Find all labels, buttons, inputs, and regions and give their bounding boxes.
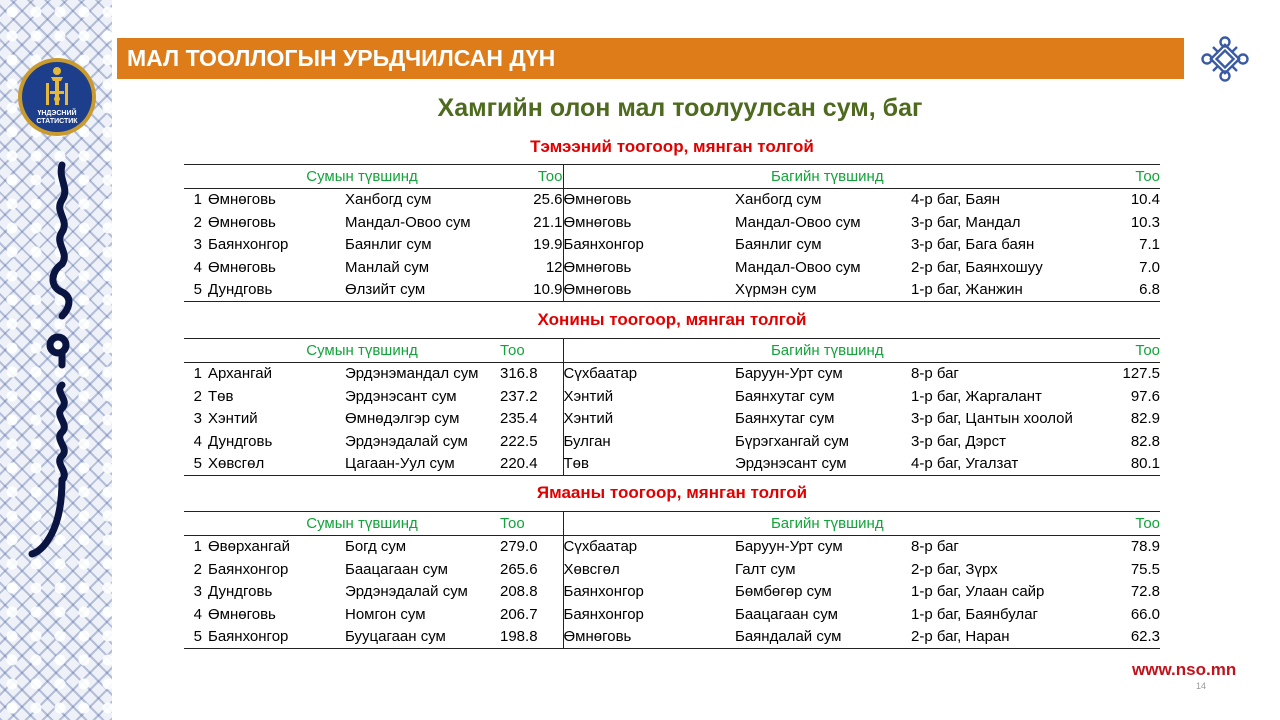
aimag-cell: Баянхонгор	[208, 236, 289, 254]
page-number: 14	[1196, 681, 1207, 691]
bag-soum-cell: Баянлиг сум	[735, 236, 822, 254]
bag-aimag-cell: Өмнөговь	[563, 211, 735, 234]
rank-cell: 2	[193, 560, 202, 578]
endless-knot-icon	[1200, 36, 1250, 82]
section-title-sheep: Хонины тоогоор, мянган толгой	[537, 310, 807, 329]
bag-aimag-cell: Хэнтий	[563, 385, 735, 408]
bag-soum-cell: Галт сум	[735, 560, 796, 578]
bag-cell: 3-р баг, Бага баян	[911, 236, 1035, 254]
table-row	[184, 256, 1160, 279]
bag-soum-cell: Баянхутаг сум	[735, 387, 835, 405]
aimag-cell: Өмнөговь	[208, 191, 276, 209]
bag-value-cell: 10.4	[1130, 191, 1161, 209]
soum-cell: Өмнөдэлгэр сум	[345, 410, 460, 428]
nso-logo	[17, 57, 97, 137]
bag-value-cell: 82.9	[1130, 410, 1161, 428]
bag-value-cell: 62.3	[1091, 626, 1160, 649]
value-cell: 198.8	[500, 626, 563, 649]
camel-table	[184, 164, 1160, 302]
bag-aimag-cell: Өмнөговь	[563, 279, 735, 302]
header-bar	[117, 38, 1184, 79]
bag-cell: 2-р баг, Баянхошуу	[911, 258, 1043, 276]
value-cell: 208.8	[500, 583, 538, 601]
aimag-cell: Төв	[208, 387, 234, 405]
bag-aimag-cell: Баянхонгор	[563, 234, 735, 257]
bag-soum-cell: Баруун-Урт сум	[735, 538, 843, 556]
count-header: Тоо	[500, 339, 563, 363]
soum-cell: Эрдэнэдалай сум	[345, 432, 468, 450]
page-title: Хамгийн олон мал тоолуулсан сум, баг	[437, 94, 923, 122]
table-header-row	[184, 512, 1160, 536]
bag-soum-cell: Ханбогд сум	[735, 191, 822, 209]
rank-cell: 3	[193, 410, 202, 428]
aimag-cell: Архангай	[208, 365, 272, 383]
bag-value-cell: 10.3	[1130, 213, 1161, 231]
soum-cell: Ханбогд сум	[345, 191, 432, 209]
rank-cell: 4	[193, 432, 202, 450]
rank-cell: 2	[193, 213, 202, 231]
bag-aimag-cell: Сүхбаатар	[563, 362, 735, 385]
table-header-row	[184, 165, 1160, 189]
soum-cell: Өлзийт сум	[345, 279, 500, 302]
bag-cell: 4-р баг, Угалзат	[911, 453, 1091, 476]
table-header-row	[184, 339, 1160, 363]
bag-cell: 1-р баг, Баянбулаг	[911, 605, 1039, 623]
value-cell: 206.7	[500, 605, 538, 623]
count-header: Тоо	[1091, 339, 1160, 363]
aimag-cell: Хөвсгөл	[208, 453, 345, 476]
rank-cell: 5	[184, 626, 208, 649]
bag-aimag-cell: Баянхонгор	[563, 603, 735, 626]
rank-cell: 1	[193, 191, 202, 209]
bag-value-cell: 72.8	[1130, 583, 1161, 601]
bag-soum-cell: Эрдэнэсант сум	[735, 453, 911, 476]
table-row	[184, 626, 1160, 649]
website-link[interactable]: www.nso.mn	[1132, 660, 1237, 679]
soum-cell: Богд сум	[345, 538, 407, 556]
bag-value-cell: 127.5	[1122, 365, 1161, 383]
table-row	[184, 211, 1160, 234]
rank-cell: 4	[193, 258, 202, 276]
aimag-cell: Өмнөговь	[208, 605, 276, 623]
bag-value-cell: 82.8	[1130, 432, 1161, 450]
aimag-cell: Дундговь	[208, 279, 345, 302]
soum-level-header: Сумын түвшинд	[184, 165, 500, 189]
decorative-sidebar	[0, 0, 112, 720]
soum-level-header: Сумын түвшинд	[184, 339, 500, 363]
count-header: Тоо	[500, 512, 563, 536]
bag-level-header: Багийн түвшинд	[563, 339, 1091, 363]
bag-aimag-cell: Өмнөговь	[563, 256, 735, 279]
bag-cell: 3-р баг, Мандал	[911, 213, 1021, 231]
table-row	[184, 558, 1160, 581]
rank-cell: 5	[184, 453, 208, 476]
bag-aimag-cell: Хэнтий	[563, 408, 735, 431]
bag-aimag-cell: Баянхонгор	[563, 581, 735, 604]
bag-cell: 1-р баг, Жанжин	[911, 279, 1091, 302]
rank-cell: 1	[193, 365, 202, 383]
soum-cell: Мандал-Овоо сум	[345, 213, 471, 231]
soum-cell: Баацагаан сум	[345, 560, 448, 578]
table-row	[184, 279, 1160, 302]
bag-aimag-cell: Булган	[563, 430, 735, 453]
logo-caption-1: ҮНДЭСНИЙ	[37, 110, 77, 117]
count-header: Тоо	[1091, 165, 1160, 189]
bag-value-cell: 6.8	[1091, 279, 1160, 302]
aimag-cell: Баянхонгор	[208, 560, 289, 578]
bag-cell: 3-р баг, Дэрст	[911, 432, 1006, 450]
bag-value-cell: 66.0	[1130, 605, 1161, 623]
table-row	[184, 408, 1160, 431]
soum-cell: Эрдэнэмандал сум	[345, 365, 479, 383]
bag-value-cell: 7.0	[1139, 258, 1161, 276]
bag-aimag-cell: Өмнөговь	[563, 626, 735, 649]
value-cell: 25.6	[533, 191, 563, 209]
bag-cell: 8-р баг	[911, 538, 959, 556]
sheep-table	[184, 338, 1160, 476]
bag-soum-cell: Бөмбөгөр сум	[735, 583, 832, 601]
goat-table	[184, 511, 1160, 649]
bag-soum-cell: Мандал-Овоо сум	[735, 258, 861, 276]
table-row	[184, 603, 1160, 626]
soum-cell: Номгон сум	[345, 605, 426, 623]
bag-value-cell: 7.1	[1139, 236, 1161, 254]
mongolian-script-decoration	[18, 160, 98, 560]
table-row	[184, 362, 1160, 385]
soum-cell: Эрдэнэдалай сум	[345, 583, 468, 601]
bag-cell: 2-р баг, Наран	[911, 626, 1091, 649]
bag-aimag-cell: Сүхбаатар	[563, 535, 735, 558]
table-row	[184, 453, 1160, 476]
header-title: МАЛ ТООЛЛОГЫН УРЬДЧИЛСАН ДҮН	[127, 45, 556, 71]
section-title-camel: Тэмээний тоогоор, мянган толгой	[530, 137, 814, 156]
soum-cell: Баянлиг сум	[345, 236, 432, 254]
table-row	[184, 581, 1160, 604]
value-cell: 237.2	[500, 387, 538, 405]
section-title-goat: Ямааны тоогоор, мянган толгой	[536, 483, 808, 502]
bag-soum-cell: Хүрмэн сум	[735, 279, 911, 302]
aimag-cell: Хэнтий	[208, 410, 258, 428]
bag-soum-cell: Баруун-Урт сум	[735, 365, 843, 383]
logo-caption-2: СТАТИСТИК	[36, 118, 78, 125]
bag-soum-cell: Баяндалай сум	[735, 626, 911, 649]
table-row	[184, 188, 1160, 211]
rank-cell: 3	[193, 583, 202, 601]
aimag-cell: Дундговь	[208, 432, 273, 450]
value-cell: 316.8	[500, 365, 538, 383]
value-cell: 220.4	[500, 453, 563, 476]
aimag-cell: Өвөрхангай	[208, 538, 290, 556]
value-cell: 10.9	[500, 279, 563, 302]
aimag-cell: Өмнөговь	[208, 213, 276, 231]
bag-aimag-cell: Хөвсгөл	[563, 558, 735, 581]
value-cell: 279.0	[500, 538, 538, 556]
soum-cell: Манлай сум	[345, 258, 430, 276]
bag-soum-cell: Баацагаан сум	[735, 605, 838, 623]
bag-cell: 2-р баг, Зүрх	[911, 560, 998, 578]
soum-cell: Бууцагаан сум	[345, 626, 500, 649]
bag-value-cell: 97.6	[1130, 387, 1161, 405]
bag-cell: 4-р баг, Баян	[911, 191, 1001, 209]
bag-cell: 1-р баг, Улаан сайр	[911, 583, 1045, 601]
rank-cell: 3	[193, 236, 202, 254]
rank-cell: 2	[193, 387, 202, 405]
aimag-cell: Дундговь	[208, 583, 273, 601]
bag-level-header: Багийн түвшинд	[563, 165, 1091, 189]
bag-level-header: Багийн түвшинд	[563, 512, 1091, 536]
count-header: Тоо	[1091, 512, 1160, 536]
table-row	[184, 430, 1160, 453]
bag-aimag-cell: Өмнөговь	[563, 188, 735, 211]
bag-cell: 3-р баг, Цантын хоолой	[911, 410, 1073, 428]
value-cell: 12	[545, 258, 563, 276]
table-row	[184, 234, 1160, 257]
rank-cell: 4	[193, 605, 202, 623]
bag-soum-cell: Бүрэгхангай сум	[735, 432, 849, 450]
bag-aimag-cell: Төв	[563, 453, 735, 476]
aimag-cell: Баянхонгор	[208, 626, 345, 649]
value-cell: 21.1	[533, 213, 563, 231]
bag-cell: 8-р баг	[911, 365, 959, 383]
value-cell: 265.6	[500, 560, 538, 578]
table-row	[184, 535, 1160, 558]
bag-soum-cell: Баянхутаг сум	[735, 410, 835, 428]
aimag-cell: Өмнөговь	[208, 258, 276, 276]
rank-cell: 1	[193, 538, 202, 556]
soum-level-header: Сумын түвшинд	[184, 512, 500, 536]
bag-cell: 1-р баг, Жаргалант	[911, 387, 1042, 405]
value-cell: 222.5	[500, 432, 538, 450]
bag-soum-cell: Мандал-Овоо сум	[735, 213, 861, 231]
rank-cell: 5	[184, 279, 208, 302]
bag-value-cell: 80.1	[1091, 453, 1160, 476]
soum-cell: Цагаан-Уул сум	[345, 453, 500, 476]
table-row	[184, 385, 1160, 408]
soum-cell: Эрдэнэсант сум	[345, 387, 457, 405]
value-cell: 19.9	[533, 236, 563, 254]
count-header: Тоо	[500, 165, 563, 189]
bag-value-cell: 75.5	[1130, 560, 1161, 578]
value-cell: 235.4	[500, 410, 538, 428]
bag-value-cell: 78.9	[1130, 538, 1161, 556]
